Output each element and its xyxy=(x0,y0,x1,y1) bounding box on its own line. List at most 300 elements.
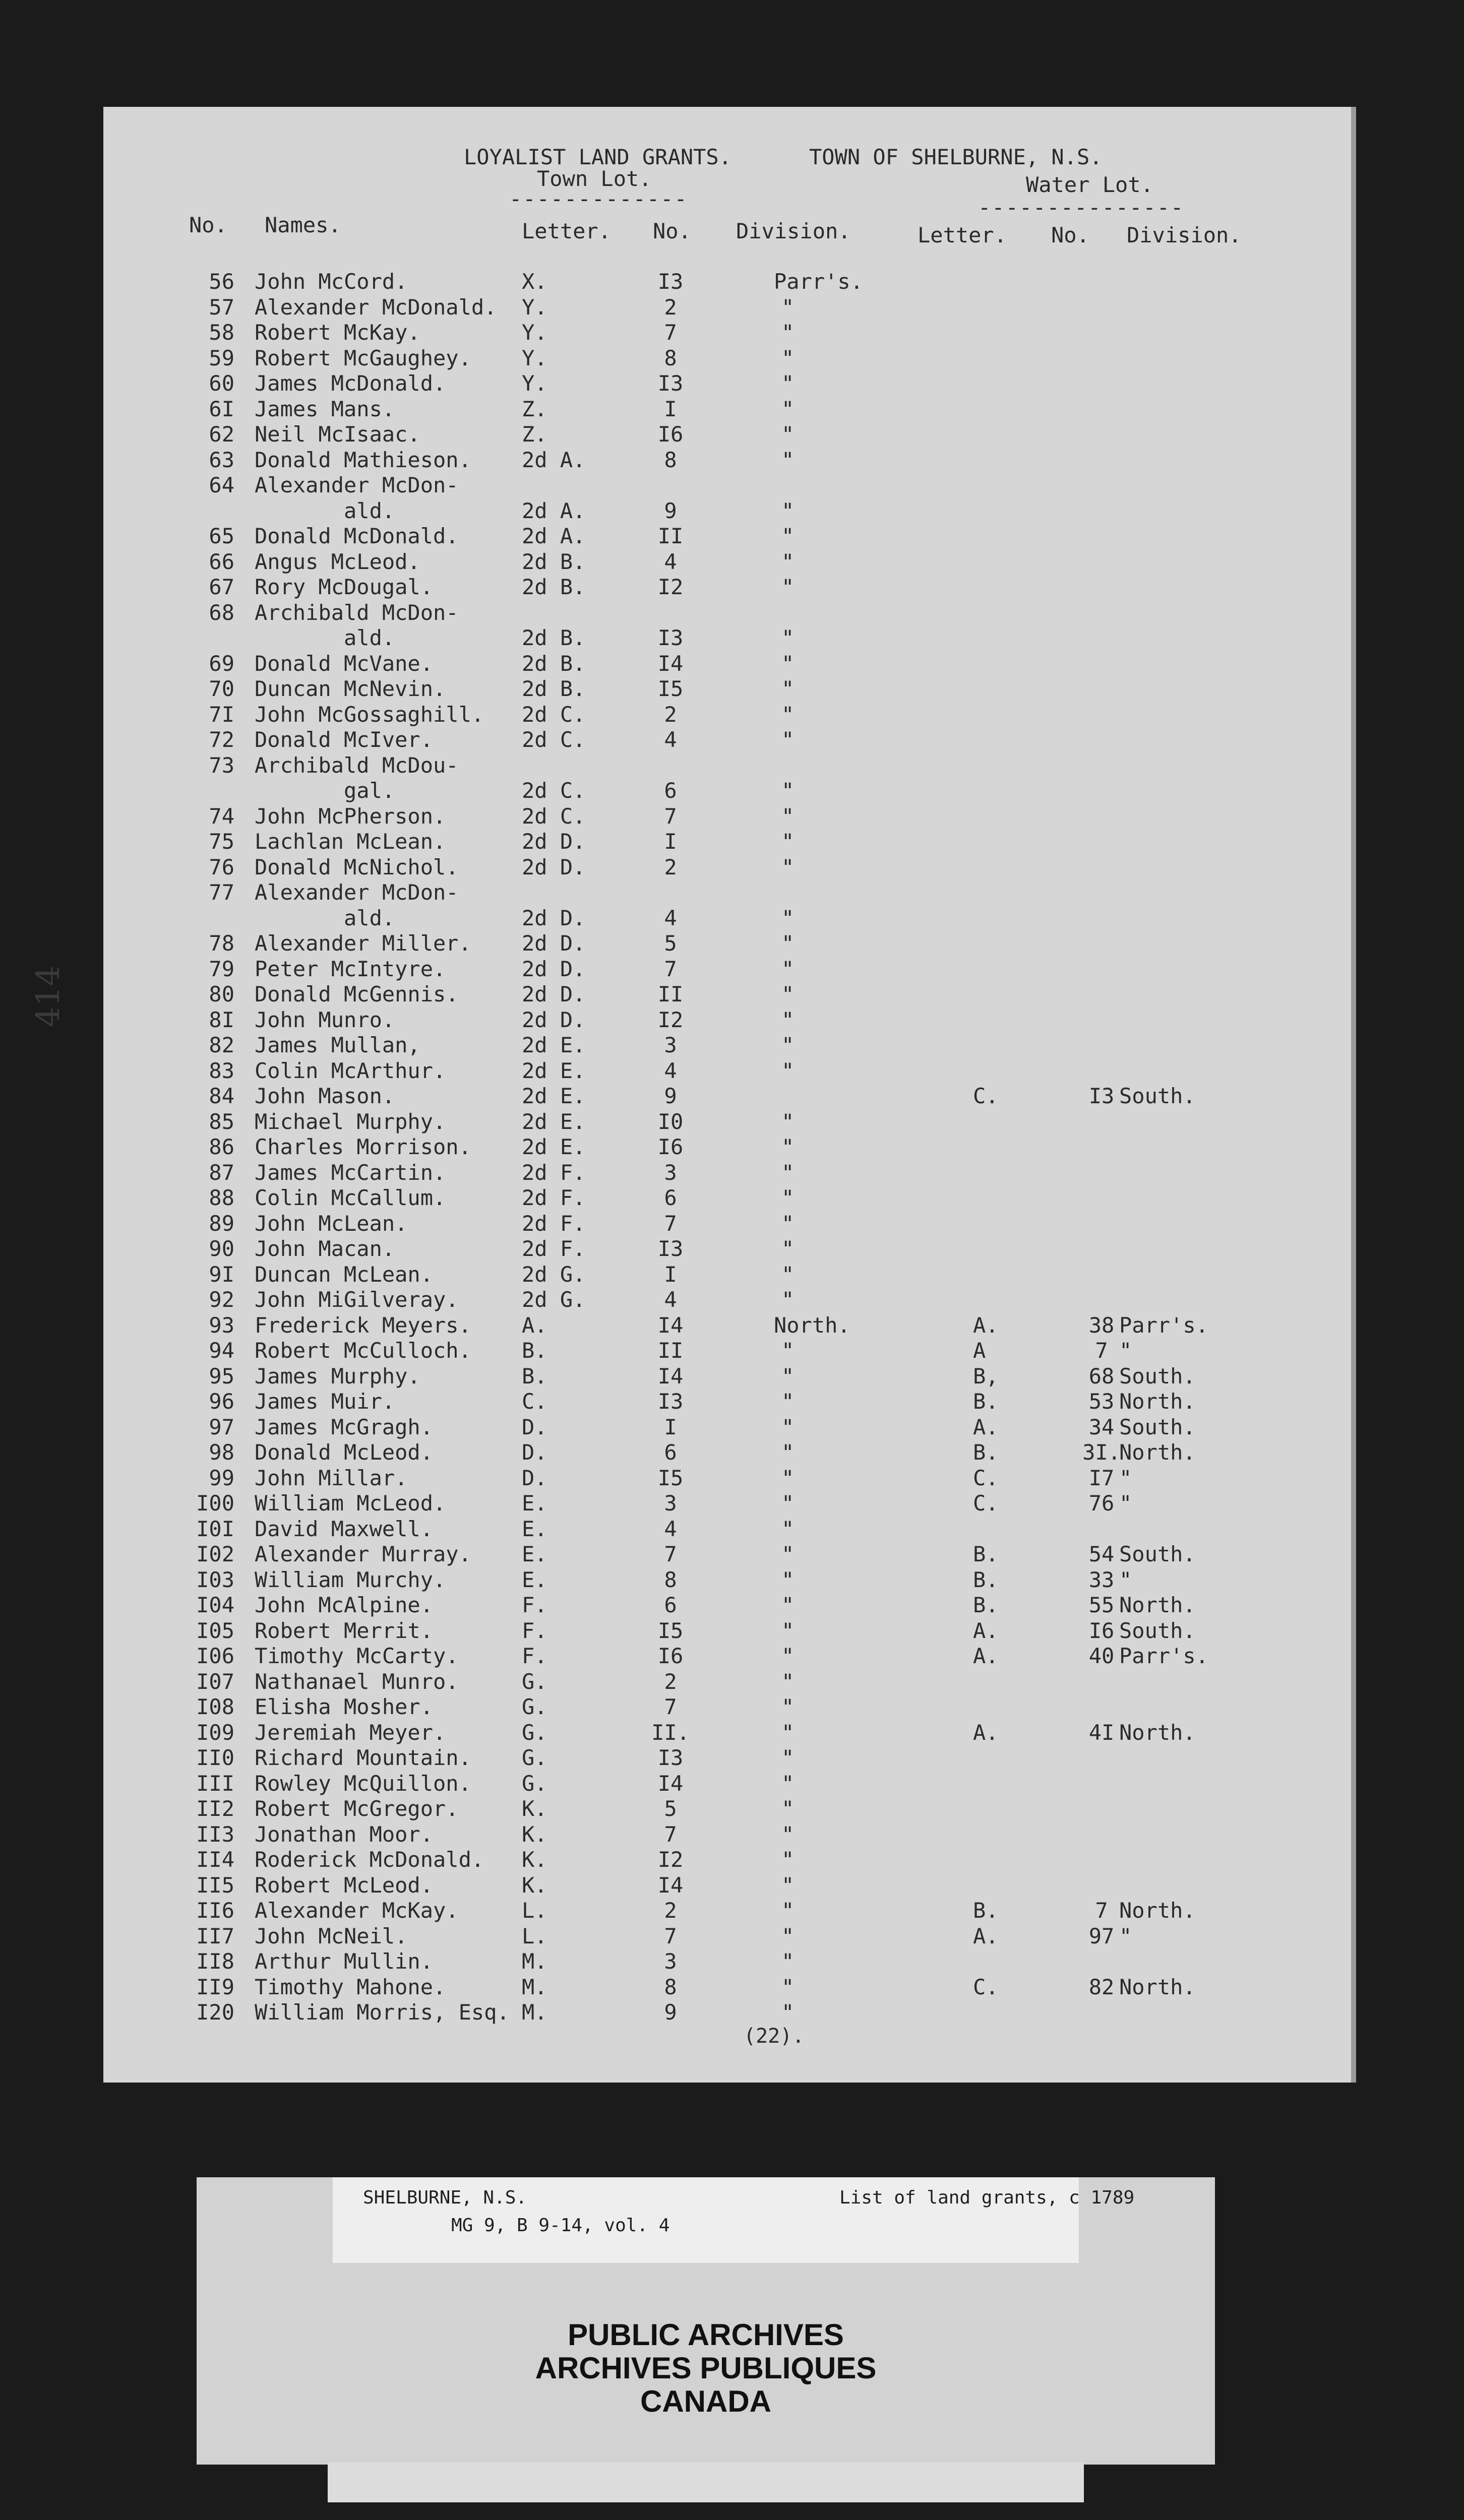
grant-number: II8 xyxy=(196,1949,234,1974)
water-lot-division: Parr's. xyxy=(1119,1644,1209,1668)
town-lot-number: I6 xyxy=(657,1135,684,1159)
town-lot-number: 5 xyxy=(664,931,677,956)
table-row xyxy=(103,702,1351,728)
town-lot-letter: 2d A. xyxy=(522,447,586,472)
town-lot-division: North. xyxy=(774,1312,850,1338)
town-lot-division: " xyxy=(781,854,795,879)
col-header-water-division: Division. xyxy=(1127,223,1242,247)
grantee-name: Elisha Mosher. xyxy=(255,1694,434,1719)
water-lot-number: 3I. xyxy=(1082,1440,1121,1465)
grantee-name: Alexander McDon- xyxy=(255,880,459,905)
town-lot-division: " xyxy=(781,727,795,752)
town-lot-division: " xyxy=(781,1542,795,1566)
document-title: LOYALIST LAND GRANTS. xyxy=(464,145,732,169)
table-row xyxy=(103,1975,1351,2000)
grant-number: 76 xyxy=(209,854,234,879)
water-lot-number: I3 xyxy=(1088,1084,1115,1108)
town-lot-number: I3 xyxy=(657,1236,684,1261)
town-lot-division: " xyxy=(781,1821,795,1847)
col-header-water-num: No. xyxy=(1051,223,1089,247)
town-lot-letter: Y. xyxy=(522,320,547,345)
town-lot-letter: F. xyxy=(522,1644,547,1668)
water-lot-letter: C. xyxy=(973,1465,999,1490)
town-lot-number: 9 xyxy=(664,2000,677,2025)
grant-number: 77 xyxy=(209,880,234,905)
town-lot-number: II xyxy=(657,524,684,548)
grantee-name: Colin McCallum. xyxy=(255,1185,446,1210)
town-lot-number: 4 xyxy=(664,727,677,752)
town-lot-number: 2 xyxy=(664,702,677,727)
grantee-name: James Murphy. xyxy=(255,1363,420,1389)
archive-label-card xyxy=(197,2177,1215,2465)
town-lot-number: I4 xyxy=(657,1771,684,1796)
town-lot-division: " xyxy=(781,1236,795,1261)
grantee-name: gal. xyxy=(255,778,395,803)
town-lot-division: " xyxy=(781,320,795,345)
table-row xyxy=(103,1924,1351,1949)
town-lot-division: " xyxy=(781,422,795,447)
grant-number: 92 xyxy=(209,1287,234,1312)
grantee-name: Alexander Miller. xyxy=(255,931,471,956)
label-reference: MG 9, B 9-14, vol. 4 xyxy=(451,2215,670,2236)
grantee-name: Robert McGregor. xyxy=(255,1796,459,1821)
table-row xyxy=(103,549,1351,575)
table-row xyxy=(103,1567,1351,1593)
table-row xyxy=(103,1720,1351,1746)
town-lot-letter: Y. xyxy=(522,371,547,396)
table-row xyxy=(103,1058,1351,1084)
town-lot-division: " xyxy=(781,1593,795,1617)
table-row xyxy=(103,906,1351,931)
table-row xyxy=(103,1262,1351,1288)
table-row xyxy=(103,1007,1351,1033)
town-lot-number: 2 xyxy=(664,1669,677,1694)
town-lot-letter: 2d F. xyxy=(522,1160,586,1185)
town-lot-letter: G. xyxy=(522,1720,547,1745)
grant-number: I06 xyxy=(196,1644,234,1668)
town-lot-number: 4 xyxy=(664,1058,677,1083)
town-lot-division: " xyxy=(781,1567,795,1592)
town-lot-division: " xyxy=(781,549,795,574)
town-lot-division: " xyxy=(781,1287,795,1312)
town-lot-division: " xyxy=(781,982,795,1006)
water-lot-division: South. xyxy=(1119,1618,1196,1643)
town-lot-number: 7 xyxy=(664,1542,677,1566)
town-lot-letter: 2d B. xyxy=(522,676,586,701)
table-row xyxy=(103,371,1351,397)
town-lot-division: " xyxy=(781,702,795,727)
grantee-name: Donald McIver. xyxy=(255,727,434,752)
town-lot-division: " xyxy=(781,1211,795,1236)
table-row xyxy=(103,1847,1351,1873)
grant-number: 74 xyxy=(209,803,234,829)
town-lot-letter: F. xyxy=(522,1593,547,1617)
table-row xyxy=(103,931,1351,957)
town-lot-division: " xyxy=(781,1847,795,1872)
town-lot-division: " xyxy=(781,651,795,676)
col-header-letter: Letter. xyxy=(522,219,612,243)
water-lot-letter: B, xyxy=(973,1363,999,1389)
table-row xyxy=(103,422,1351,448)
town-lot-letter: 2d D. xyxy=(522,1007,586,1032)
grantee-name: John McCord. xyxy=(255,269,408,294)
town-lot-number: 7 xyxy=(664,1821,677,1847)
town-lot-letter: A. xyxy=(522,1312,547,1338)
table-row xyxy=(103,1160,1351,1186)
town-lot-division: " xyxy=(781,1644,795,1668)
town-lot-letter: 2d E. xyxy=(522,1084,586,1108)
grant-number: I20 xyxy=(196,2000,234,2025)
table-row xyxy=(103,397,1351,422)
water-lot-division: North. xyxy=(1119,1389,1196,1414)
grantee-name: Donald McDonald. xyxy=(255,524,459,548)
town-lot-letter: 2d C. xyxy=(522,702,586,727)
grantee-name: Frederick Meyers. xyxy=(255,1312,471,1338)
grantee-name: Archibald McDon- xyxy=(255,600,459,625)
town-lot-letter: 2d B. xyxy=(522,625,586,650)
town-lot-number: 3 xyxy=(664,1949,677,1974)
grantee-name: Donald McGennis. xyxy=(255,982,459,1006)
town-lot-division: " xyxy=(781,1949,795,1974)
town-lot-number: I3 xyxy=(657,269,684,294)
town-lot-division: " xyxy=(781,1007,795,1032)
grant-number: 59 xyxy=(209,345,234,370)
grantee-name: Timothy Mahone. xyxy=(255,1974,446,1999)
grant-number: 75 xyxy=(209,829,234,854)
water-lot-letter: B. xyxy=(973,1542,999,1566)
label-strip xyxy=(328,2462,1084,2502)
town-lot-division: " xyxy=(781,905,795,930)
town-lot-letter: D. xyxy=(522,1414,547,1439)
town-lot-number: 6 xyxy=(664,778,677,803)
town-lot-division: " xyxy=(781,396,795,421)
town-lot-letter: 2d D. xyxy=(522,982,586,1006)
town-lot-number: 6 xyxy=(664,1185,677,1210)
water-lot-division: " xyxy=(1119,1923,1132,1948)
table-row xyxy=(103,1389,1351,1415)
table-row xyxy=(103,1415,1351,1440)
grant-number: II5 xyxy=(196,1872,234,1898)
town-lot-letter: E. xyxy=(522,1491,547,1516)
town-lot-division: " xyxy=(781,1974,795,1999)
town-lot-number: 7 xyxy=(664,803,677,829)
grant-number: 60 xyxy=(209,371,234,396)
grantee-name: John McLean. xyxy=(255,1211,408,1236)
grant-number: II3 xyxy=(196,1821,234,1847)
grantee-name: ald. xyxy=(255,905,395,930)
document-location: TOWN OF SHELBURNE, N.S. xyxy=(809,145,1103,169)
table-row xyxy=(103,982,1351,1007)
col-header-water-letter: Letter. xyxy=(918,223,1007,247)
town-lot-division: " xyxy=(781,1745,795,1770)
grantee-name: Donald McNichol. xyxy=(255,854,459,879)
table-row xyxy=(103,676,1351,702)
grantee-name: Duncan McNevin. xyxy=(255,676,446,701)
town-lot-letter: D. xyxy=(522,1440,547,1465)
water-lot-number: 97 xyxy=(1088,1923,1115,1948)
grantee-name: William Morris, Esq. xyxy=(255,2000,510,2025)
grantee-name: Timothy McCarty. xyxy=(255,1644,459,1668)
town-lot-letter: 2d G. xyxy=(522,1262,586,1287)
town-lot-letter: K. xyxy=(522,1872,547,1898)
water-lot-number: 76 xyxy=(1088,1491,1115,1516)
table-row xyxy=(103,320,1351,346)
grantee-name: Lachlan McLean. xyxy=(255,829,446,854)
table-row xyxy=(103,1745,1351,1771)
town-lot-number: 7 xyxy=(664,1923,677,1948)
grantee-name: Alexander McKay. xyxy=(255,1898,459,1923)
grantee-name: James McGragh. xyxy=(255,1414,434,1439)
town-lot-number: 4 xyxy=(664,905,677,930)
town-lot-number: 2 xyxy=(664,294,677,320)
table-row xyxy=(103,600,1351,626)
grant-number: 57 xyxy=(209,294,234,320)
archive-country: CANADA xyxy=(640,2384,771,2418)
grant-number: II6 xyxy=(196,1898,234,1923)
town-lot-division: " xyxy=(781,1185,795,1210)
town-lot-number: 4 xyxy=(664,549,677,574)
water-lot-letter: C. xyxy=(973,1491,999,1516)
page-number: (22). xyxy=(744,2025,805,2048)
grant-number: I05 xyxy=(196,1618,234,1643)
town-lot-letter: 2d B. xyxy=(522,549,586,574)
town-lot-division: " xyxy=(781,1033,795,1057)
water-lot-division: North. xyxy=(1119,1440,1196,1465)
town-lot-number: I xyxy=(664,1262,677,1287)
water-lot-letter: A. xyxy=(973,1312,999,1338)
town-lot-letter: D. xyxy=(522,1465,547,1490)
water-lot-number: 33 xyxy=(1088,1567,1115,1592)
water-lot-letter: C. xyxy=(973,1084,999,1108)
table-row xyxy=(103,1949,1351,1975)
grant-number: 95 xyxy=(209,1363,234,1389)
grant-number: II4 xyxy=(196,1847,234,1872)
grant-number: 8I xyxy=(209,1007,234,1032)
town-lot-number: 8 xyxy=(664,1974,677,1999)
town-lot-division: " xyxy=(781,1796,795,1821)
grant-number: 68 xyxy=(209,600,234,625)
water-lot-underline: --------------- xyxy=(978,195,1185,220)
town-lot-letter: 2d E. xyxy=(522,1135,586,1159)
grant-number: II0 xyxy=(196,1745,234,1770)
water-lot-number: 34 xyxy=(1088,1414,1115,1439)
town-lot-number: 3 xyxy=(664,1160,677,1185)
grantee-name: John Millar. xyxy=(255,1465,408,1490)
town-lot-number: 8 xyxy=(664,345,677,370)
grantee-name: Archibald McDou- xyxy=(255,752,459,778)
town-lot-letter: G. xyxy=(522,1669,547,1694)
town-lot-division: " xyxy=(781,1618,795,1643)
table-row xyxy=(103,1822,1351,1848)
table-row xyxy=(103,727,1351,753)
town-lot-division: " xyxy=(781,1898,795,1923)
town-lot-number: I5 xyxy=(657,1618,684,1643)
table-row xyxy=(103,1593,1351,1618)
water-lot-number: 38 xyxy=(1088,1312,1115,1338)
water-lot-number: 7 xyxy=(1095,1338,1108,1363)
table-row xyxy=(103,1644,1351,1669)
grant-number: 70 xyxy=(209,676,234,701)
table-row xyxy=(103,1033,1351,1058)
grant-number: 78 xyxy=(209,931,234,956)
water-lot-division: South. xyxy=(1119,1542,1196,1566)
grant-number: 64 xyxy=(209,473,234,497)
table-row xyxy=(103,1287,1351,1313)
town-lot-division: " xyxy=(781,1720,795,1745)
town-lot-number: I6 xyxy=(657,1644,684,1668)
grant-number: 84 xyxy=(209,1084,234,1108)
table-row xyxy=(103,2000,1351,2026)
grantee-name: John Mason. xyxy=(255,1084,395,1108)
water-lot-letter: A. xyxy=(973,1618,999,1643)
table-row xyxy=(103,1873,1351,1899)
water-lot-division: Parr's. xyxy=(1119,1312,1209,1338)
table-row xyxy=(103,269,1351,295)
town-lot-division: " xyxy=(781,1389,795,1414)
town-lot-division: " xyxy=(781,1363,795,1389)
town-lot-letter: 2d F. xyxy=(522,1236,586,1261)
grant-number: 88 xyxy=(209,1185,234,1210)
grantee-name: John McAlpine. xyxy=(255,1593,434,1617)
grant-number: 87 xyxy=(209,1160,234,1185)
table-row xyxy=(103,1084,1351,1109)
water-lot-division: North. xyxy=(1119,1974,1196,1999)
table-row xyxy=(103,1517,1351,1542)
town-lot-number: I5 xyxy=(657,676,684,701)
water-lot-number: 54 xyxy=(1088,1542,1115,1566)
grant-number: 89 xyxy=(209,1211,234,1236)
table-row xyxy=(103,1796,1351,1822)
grant-number: III xyxy=(196,1771,234,1796)
document-page xyxy=(103,107,1356,2083)
grantee-name: Roderick McDonald. xyxy=(255,1847,484,1872)
town-lot-division: " xyxy=(781,1160,795,1185)
town-lot-division: " xyxy=(781,778,795,803)
town-lot-number: 4 xyxy=(664,1516,677,1541)
grantee-name: James McCartin. xyxy=(255,1160,446,1185)
town-lot-division: " xyxy=(781,1694,795,1719)
town-lot-number: I2 xyxy=(657,575,684,599)
grant-number: 72 xyxy=(209,727,234,752)
grant-number: 9I xyxy=(209,1262,234,1287)
water-lot-letter: A. xyxy=(973,1414,999,1439)
table-row xyxy=(103,1185,1351,1211)
grant-number: 56 xyxy=(209,269,234,294)
town-lot-letter: M. xyxy=(522,1949,547,1974)
town-lot-number: 5 xyxy=(664,1796,677,1821)
grant-number: 7I xyxy=(209,702,234,727)
grantee-name: Nathanael Munro. xyxy=(255,1669,459,1694)
town-lot-letter: 2d A. xyxy=(522,498,586,523)
town-lot-division: " xyxy=(781,803,795,829)
table-row xyxy=(103,1618,1351,1644)
grant-number: II9 xyxy=(196,1974,234,1999)
town-lot-number: I4 xyxy=(657,1872,684,1898)
town-lot-letter: Z. xyxy=(522,396,547,421)
table-row xyxy=(103,473,1351,498)
town-lot-letter: 2d D. xyxy=(522,956,586,981)
grantee-name: Angus McLeod. xyxy=(255,549,420,574)
town-lot-number: I xyxy=(664,1414,677,1439)
water-lot-number: 82 xyxy=(1088,1974,1115,1999)
table-row xyxy=(103,778,1351,804)
grantee-name: John McGossaghill. xyxy=(255,702,484,727)
water-lot-number: 40 xyxy=(1088,1644,1115,1668)
grantee-name: Duncan McLean. xyxy=(255,1262,434,1287)
town-lot-number: I5 xyxy=(657,1465,684,1490)
grant-number: 83 xyxy=(209,1058,234,1083)
grant-number: 80 xyxy=(209,982,234,1006)
town-lot-letter: G. xyxy=(522,1694,547,1719)
grantee-name: Donald McLeod. xyxy=(255,1440,434,1465)
grantee-name: Colin McArthur. xyxy=(255,1058,446,1083)
table-row xyxy=(103,1694,1351,1720)
town-lot-division: " xyxy=(781,1440,795,1465)
grantee-name: William Murchy. xyxy=(255,1567,446,1592)
town-lot-letter: 2d C. xyxy=(522,778,586,803)
town-lot-letter: E. xyxy=(522,1567,547,1592)
town-lot-number: I3 xyxy=(657,371,684,396)
town-lot-number: I4 xyxy=(657,1312,684,1338)
grant-number: 97 xyxy=(209,1414,234,1439)
table-row xyxy=(103,1135,1351,1160)
water-lot-letter: B. xyxy=(973,1593,999,1617)
grantee-name: William McLeod. xyxy=(255,1491,446,1516)
grant-number: I09 xyxy=(196,1720,234,1745)
grantee-name: Robert McLeod. xyxy=(255,1872,434,1898)
water-lot-division: " xyxy=(1119,1338,1132,1363)
town-lot-letter: G. xyxy=(522,1771,547,1796)
grant-number: 93 xyxy=(209,1312,234,1338)
grantee-name: Jonathan Moor. xyxy=(255,1821,434,1847)
table-row xyxy=(103,1542,1351,1567)
grant-number: 90 xyxy=(209,1236,234,1261)
water-lot-number: I7 xyxy=(1088,1465,1115,1490)
water-lot-letter: A. xyxy=(973,1720,999,1745)
grant-number: 99 xyxy=(209,1465,234,1490)
grantee-name: John McNeil. xyxy=(255,1923,408,1948)
town-lot-division: " xyxy=(781,1491,795,1516)
grant-number: I03 xyxy=(196,1567,234,1592)
col-header-num: No. xyxy=(653,219,691,243)
town-lot-number: 7 xyxy=(664,1694,677,1719)
grant-number: 62 xyxy=(209,422,234,447)
town-lot-letter: 2d D. xyxy=(522,905,586,930)
town-lot-letter: F. xyxy=(522,1618,547,1643)
town-lot-number: 2 xyxy=(664,854,677,879)
table-row xyxy=(103,957,1351,982)
town-lot-letter: L. xyxy=(522,1898,547,1923)
grantee-name: John Macan. xyxy=(255,1236,395,1261)
town-lot-division: " xyxy=(781,345,795,370)
town-lot-number: I2 xyxy=(657,1007,684,1032)
town-lot-division: " xyxy=(781,371,795,396)
town-lot-letter: G. xyxy=(522,1745,547,1770)
town-lot-division: " xyxy=(781,1923,795,1948)
grantee-name: Robert McGaughey. xyxy=(255,345,471,370)
town-lot-number: I xyxy=(664,396,677,421)
table-row xyxy=(103,575,1351,600)
col-header-division: Division. xyxy=(736,219,851,243)
town-lot-number: 4 xyxy=(664,1287,677,1312)
grantee-name: ald. xyxy=(255,498,395,523)
town-lot-letter: K. xyxy=(522,1821,547,1847)
town-lot-division: " xyxy=(781,524,795,548)
water-lot-number: 55 xyxy=(1088,1593,1115,1617)
town-lot-letter: C. xyxy=(522,1389,547,1414)
table-row xyxy=(103,753,1351,779)
town-lot-number: I3 xyxy=(657,1745,684,1770)
